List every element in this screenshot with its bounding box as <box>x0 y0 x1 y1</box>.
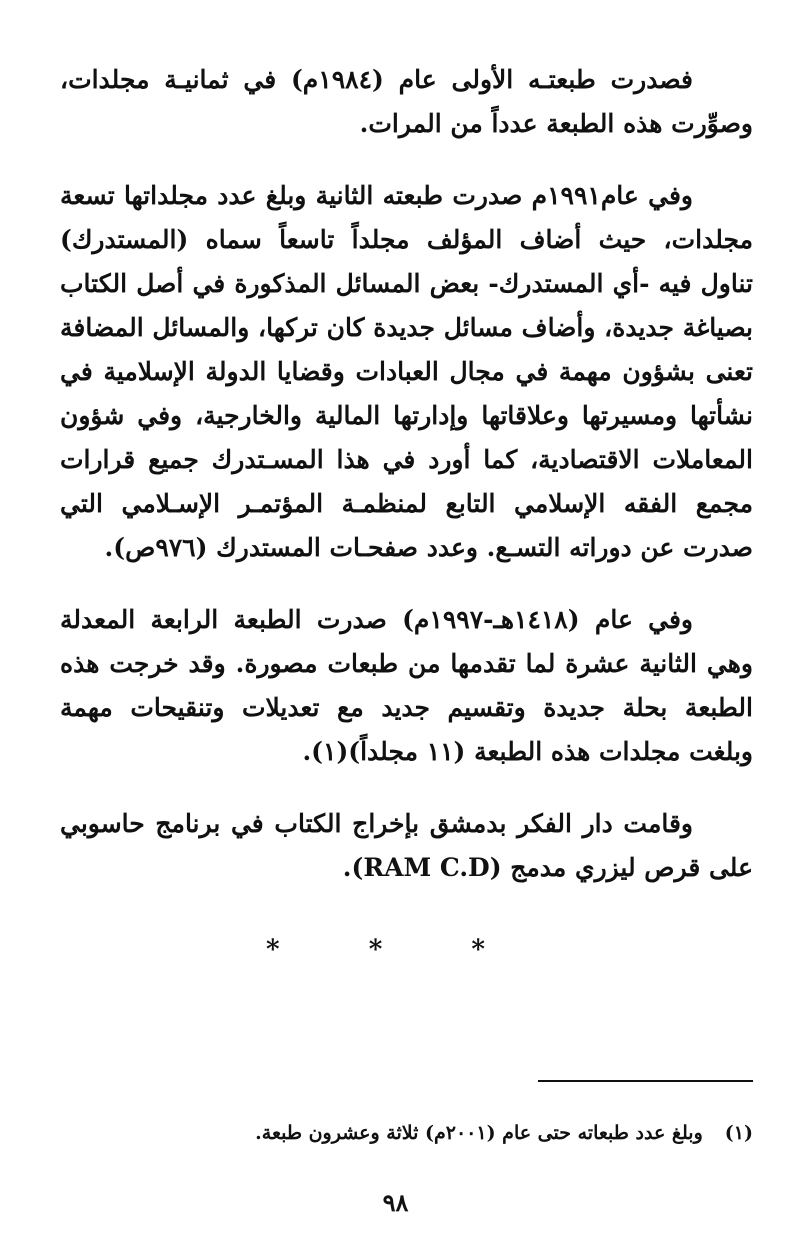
paragraph-digital-edition: وقامت دار الفكر بدمشق بإخراج الكتاب في برنامج حاسوبي على قرص ليزري مدمج (RAM C.D). <box>60 809 753 882</box>
paragraph-first-edition: فصدرت طبعتـه الأولى عام (١٩٨٤م) في ثمانيـة مجلدات، وصوِّرت هذه الطبعة عدداً من المرات. <box>60 65 753 138</box>
footnote-rule <box>538 1080 753 1082</box>
page-number: ٩٨ <box>382 1188 409 1217</box>
footnote <box>60 1118 753 1148</box>
paragraph-second-edition: وفي عام١٩٩١م صدرت طبعته الثانية وبلغ عدد مجلداتها تسعة مجلدات، حيث أضاف المؤلف مجلداً تاسعاً سماه (المستدرك) تناول فيه -أي المستدرك- بعض المسائل المذكورة في أصل الكتاب بصياغة جديدة، وأضاف مسائل جديدة كان تركها، والمسائل المضافة تعنى بشؤون مهمة في مجال العبادات وقضايا الدولة الإسلامية في نشأتها ومسيرتها وعلاقاتها وإدارتها المالية والخارجية، وفي شؤون المعاملات الاقتصادية، كما أورد في هذا المسـتدرك جميع قرارات مجمع الفقه الإسلامي التابع لمنظمـة المؤتمـر الإسـلامي التي صدرت عن دوراته التسـع. وعدد صفحـات المستدرك (٩٧٦ص). <box>60 181 753 562</box>
footnote-marker: (١) <box>724 1122 753 1144</box>
paragraph-fourth-edition: وفي عام (١٤١٨هـ-١٩٩٧م) صدرت الطبعة الرابعة المعدلة وهي الثانية عشرة لما تقدمها من طبعات مصورة. وقد خرجت هذه الطبعة بحلة جديدة وتقسيم جديد مع تعديلات وتنقيحات مهمة وبلغت مجلدات هذه الطبعة (١١ مجلداً)(١). <box>60 605 753 766</box>
section-separator: * * * <box>266 935 525 965</box>
footnote-text: وبلغ عدد طبعاته حتى عام (٢٠٠١م) ثلاثة وعشرون طبعة. <box>255 1122 703 1144</box>
page-body <box>60 58 753 918</box>
